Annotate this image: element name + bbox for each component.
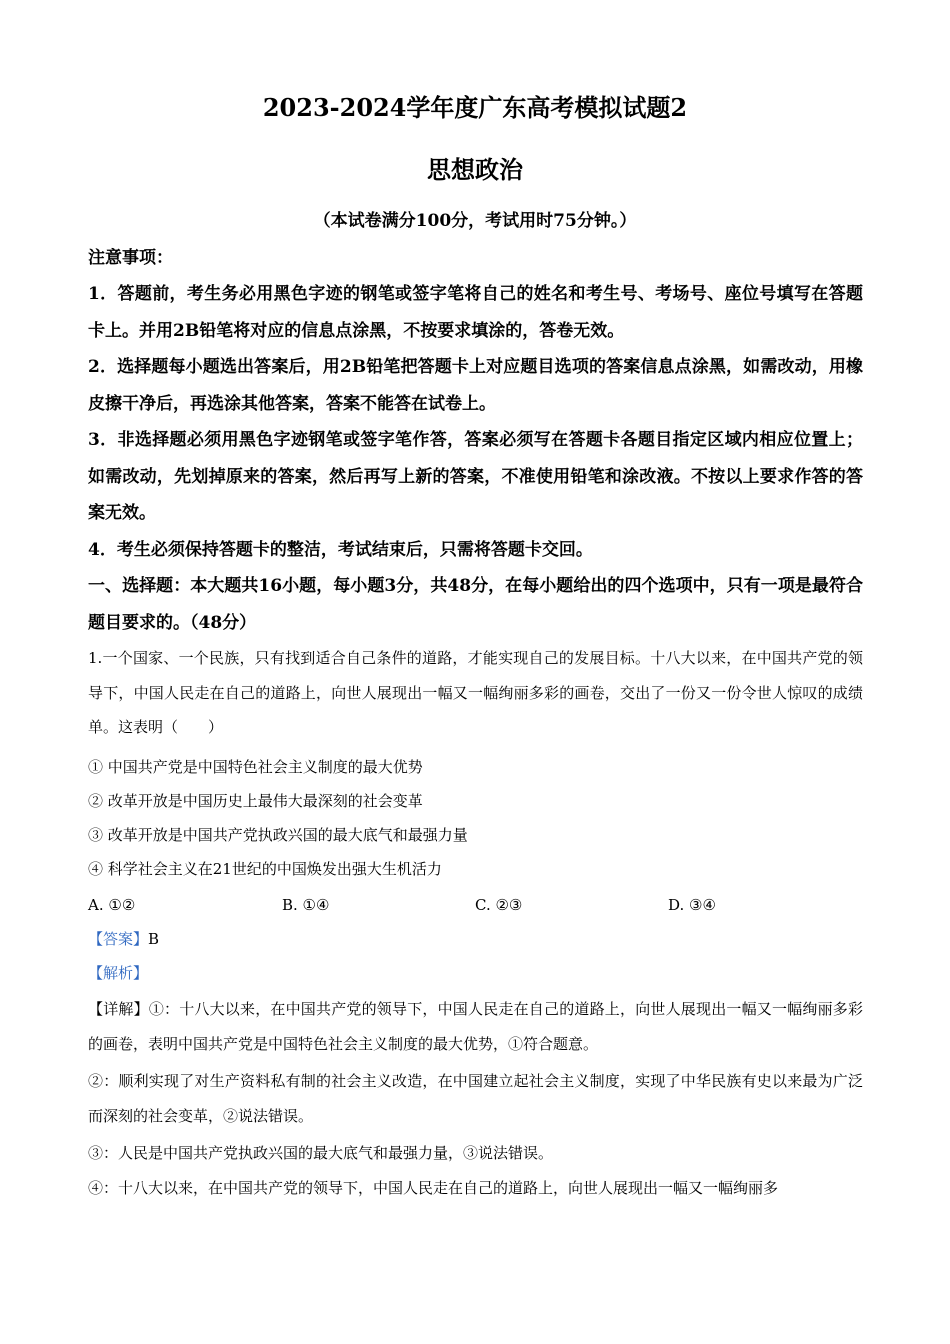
statement-3: ③ 改革开放是中国共产党执政兴国的最大底气和最强力量 xyxy=(88,826,468,844)
exam-title: 2023-2024学年度广东高考模拟试题2 xyxy=(262,93,688,122)
detail-3: ③：人民是中国共产党执政兴国的最大底气和最强力量，③说法错误。 xyxy=(88,1144,554,1162)
detail-4: ④：十八大以来，在中国共产党的领导下，中国人民走在自己的道路上，向世人展现出一幅又一幅绚丽多 xyxy=(88,1179,779,1197)
option-c: C. ②③ xyxy=(475,896,523,914)
notice-item-2: 2．选择题每小题选出答案后，用2B铅笔把答题卡上对应题目选项的答案信息点涂黑，如需改动，用橡皮擦干净后，再选涂其他答案，答案不能答在试卷上。 xyxy=(88,357,863,414)
answer-label: 【答案】 xyxy=(88,930,149,948)
option-b: B. ①④ xyxy=(282,896,330,914)
detail-1 xyxy=(88,992,863,1061)
detail-label: 【详解】 xyxy=(88,1000,149,1018)
notice-item-3: 3．非选择题必须用黑色字迹钢笔或签字笔作答，答案必须写在答题卡各题目指定区域内相应位置上；如需改动，先划掉原来的答案，然后再写上新的答案，不准使用铅笔和涂改液。不按以上要求作答的答案无效。 xyxy=(88,430,863,523)
exam-duration-note: （本试卷满分100分，考试用时75分钟。） xyxy=(313,211,637,231)
statement-1: ① 中国共产党是中国特色社会主义制度的最大优势 xyxy=(88,758,423,776)
option-a: A. ①② xyxy=(88,896,136,914)
notice-item-1: 1．答题前，考生务必用黑色字迹的钢笔或签字笔将自己的姓名和考生号、考场号、座位号填写在答题卡上。并用2B铅笔将对应的信息点涂黑，不按要求填涂的，答卷无效。 xyxy=(88,284,863,341)
notice-heading: 注意事项： xyxy=(88,248,173,268)
detail-1-text: ①：十八大以来，在中国共产党的领导下，中国人民走在自己的道路上，向世人展现出一幅又一幅绚丽多彩的画卷，表明中国共产党是中国特色社会主义制度的最大优势，①符合题意。 xyxy=(88,1000,863,1053)
detail-2: ②：顺利实现了对生产资料私有制的社会主义改造，在中国建立起社会主义制度，实现了中华民族有史以来最为广泛而深刻的社会变革，②说法错误。 xyxy=(88,1072,863,1125)
notice-item-4: 4．考生必须保持答题卡的整洁，考试结束后，只需将答题卡交回。 xyxy=(88,540,593,560)
section-heading: 一、选择题：本大题共16小题，每小题3分，共48分，在每小题给出的四个选项中，只有一项是最符合题目要求的。（48分） xyxy=(88,576,863,633)
option-d: D. ③④ xyxy=(668,896,716,914)
answer-value: B xyxy=(148,930,160,948)
subject-title: 思想政治 xyxy=(427,155,523,184)
statement-2: ② 改革开放是中国历史上最伟大最深刻的社会变革 xyxy=(88,792,423,810)
statement-4: ④ 科学社会主义在21世纪的中国焕发出强大生机活力 xyxy=(88,860,442,878)
answer-line xyxy=(88,922,863,957)
question-1-stem: 1.一个国家、一个民族，只有找到适合自己条件的道路，才能实现自己的发展目标。十八大以来，在中国共产党的领导下，中国人民走在自己的道路上，向世人展现出一幅又一幅绚丽多彩的画卷，交出了一份又一份令世人惊叹的成绩单。这表明（ ） xyxy=(88,649,863,736)
answer-options xyxy=(88,888,863,922)
analysis-label: 【解析】 xyxy=(88,964,149,982)
